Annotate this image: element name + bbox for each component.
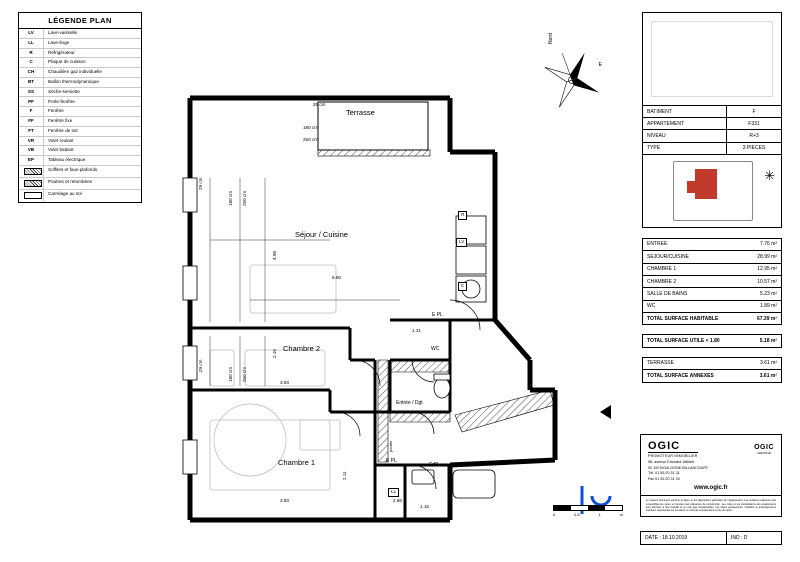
legend-row	[19, 166, 141, 178]
room-label-chambre1: Chambre 1	[278, 458, 316, 467]
dim-180cm-left2: 180 cm	[228, 366, 233, 382]
highlighted-unit-marker	[695, 169, 717, 199]
legend-row	[19, 107, 141, 117]
area-value: 3.61 m²	[759, 372, 777, 379]
info-key: NIVEAU	[647, 132, 666, 139]
legend-code: LL	[19, 39, 44, 48]
area-name: TERRASSE	[647, 360, 674, 367]
company-address	[641, 460, 781, 485]
area-value: 1.89 m²	[760, 303, 777, 310]
label-poutre: poutre	[388, 440, 393, 452]
legend-code: FF	[19, 117, 44, 126]
legend-code: LV	[19, 29, 44, 38]
area-value: 67.39 m²	[756, 315, 777, 322]
info-key: TYPE	[647, 145, 661, 152]
scale-unit: m	[619, 512, 623, 517]
code-r: R	[458, 211, 467, 220]
legend-label: Plaque de cuisson	[48, 59, 86, 65]
apartment-floor-plan	[150, 60, 610, 550]
legend-swatch-plain	[19, 190, 44, 201]
apartment-info-table	[642, 106, 782, 155]
code-lv: LV	[456, 238, 467, 247]
surface-area-table	[642, 238, 782, 326]
certification-badge-sub: CERTIFIÉ	[757, 450, 771, 455]
area-name: WC	[647, 303, 656, 310]
view-direction-arrow	[600, 405, 611, 419]
legend-row	[19, 88, 141, 98]
date-field	[641, 532, 726, 544]
legend-row	[19, 68, 141, 78]
room-label-sejour: Séjour / Cuisine	[295, 230, 348, 239]
dim-286: 2.86	[393, 498, 402, 503]
info-row	[643, 118, 781, 130]
area-value: 10.57 m²	[757, 278, 777, 285]
legend-code: F	[19, 107, 44, 116]
legend-row	[19, 39, 141, 49]
site-plan-thumbnail	[642, 155, 782, 228]
legend-code: SS	[19, 88, 44, 97]
entrance-marker-icon	[578, 484, 612, 523]
dim-393b: 3.93	[280, 498, 289, 503]
info-value: R+3	[726, 130, 781, 141]
legend-code: EP	[19, 156, 44, 165]
area-name: SEJOUR/CUISINE	[647, 253, 689, 260]
legend-code: C	[19, 58, 44, 67]
area-name: CHAMBRE 2	[647, 278, 677, 285]
legend-code: CH	[19, 68, 44, 77]
area-name: CHAMBRE 1	[647, 266, 677, 273]
area-row	[643, 251, 781, 263]
compass-east-label: E	[598, 62, 602, 68]
address-line: 92 100 BOULOGNE-BILLANCOURT	[648, 465, 709, 470]
legend-row	[19, 29, 141, 39]
room-label-entree: Entrée / Dgt	[396, 400, 423, 406]
dim-211: 2.11	[342, 471, 347, 480]
area-name: TOTAL SURFACE ANNEXES	[647, 372, 714, 379]
building-photo	[642, 12, 782, 106]
dim-250cm-left: 250 cm	[242, 190, 247, 206]
dim-29cm-left2: 29 cm	[198, 359, 203, 372]
area-value: 7.76 m²	[760, 241, 777, 248]
info-key: APPARTEMENT	[647, 120, 685, 127]
area-value: 3.61 m²	[760, 360, 777, 367]
legend-row	[19, 127, 141, 137]
ind-field	[726, 532, 781, 544]
area-row	[643, 358, 781, 370]
compass-north-label: Nord	[548, 33, 554, 44]
annex-area-table	[642, 357, 782, 383]
scale-tick: 0.5	[574, 512, 580, 517]
date-label: DATE :	[645, 535, 661, 541]
legend-label: Ballon thermodynamique	[48, 79, 99, 84]
ind-value: D	[743, 535, 748, 541]
area-value: 28.99 m²	[757, 253, 777, 260]
legend-swatch-cross	[19, 178, 44, 189]
room-label-wc: WC	[431, 346, 440, 352]
area-total-row	[643, 313, 781, 324]
code-c: C	[458, 282, 467, 291]
room-label-terrasse: Terrasse	[346, 108, 375, 117]
area-value: 12.95 m²	[757, 266, 777, 273]
legend-label: Lave-vaisselle	[48, 30, 78, 36]
area-row	[643, 335, 781, 346]
legend-label: Sèche-serviette	[48, 88, 80, 94]
dim-180cm-left: 180 cm	[228, 190, 233, 206]
address-line: Fax 01 55 20 31 30	[648, 476, 680, 481]
code-ll: LL	[388, 488, 399, 497]
legend-label: Carrelage au sol	[48, 191, 82, 197]
legend-label: Tableau électrique	[48, 157, 86, 163]
dim-115: 1.15	[420, 504, 429, 509]
legend-panel	[18, 12, 142, 203]
info-row	[643, 106, 781, 118]
legend-label: Volet roulant	[48, 137, 74, 143]
area-row	[643, 288, 781, 300]
legend-label: Porte-fenêtre	[48, 98, 75, 104]
certification-badge: OGIC	[754, 443, 774, 451]
legend-label: Poutres et retombées	[48, 179, 92, 185]
area-value: 5.18 m²	[759, 338, 777, 345]
legend-label: Volet battant	[48, 147, 74, 153]
company-website[interactable]: www.ogic.fr	[694, 485, 728, 492]
dim-393a: 3.93	[280, 380, 289, 385]
dim-29cm-left: 29 cm	[198, 177, 203, 190]
area-total-row	[643, 370, 781, 381]
area-row	[643, 264, 781, 276]
area-name: TOTAL SURFACE UTILE < 1.80	[647, 338, 720, 345]
legend-label: Fenêtre fixe	[48, 118, 73, 124]
company-tagline: PROMOTEUR IMMOBILIER	[648, 454, 698, 458]
legend-title: LÉGENDE PLAN	[19, 13, 141, 29]
dim-660: 6.60	[332, 275, 341, 280]
legend-row	[19, 146, 141, 156]
dim-215: 2.15	[272, 349, 277, 358]
legend-code: PF	[19, 97, 44, 106]
dim-180cm-top: 180 cm	[303, 125, 319, 130]
legend-label: Lave-linge	[48, 39, 70, 45]
info-key: BATIMENT	[647, 108, 672, 115]
area-row	[643, 276, 781, 288]
legend-row	[19, 97, 141, 107]
area-row	[643, 301, 781, 313]
north-star-icon: ✳	[764, 167, 775, 183]
dim-498: 4.98	[272, 251, 277, 260]
date-value: 18.10.2019	[662, 535, 688, 541]
area-row	[643, 239, 781, 251]
legend-code: VR	[19, 137, 44, 146]
info-row	[643, 130, 781, 142]
address-line: Tél. 01 55 20 31 31	[648, 471, 680, 476]
legend-label: Réfrigérateur	[48, 49, 75, 55]
ind-label: IND :	[731, 535, 743, 541]
legend-label: Chaudière gaz individuelle	[48, 69, 102, 75]
scale-tick: 1	[598, 512, 601, 517]
legend-code: BT	[19, 78, 44, 87]
area-name: SALLE DE BAINS	[647, 290, 688, 297]
scale-bar	[553, 505, 623, 517]
utile-area-table	[642, 334, 782, 347]
info-value: 3 PIECES	[726, 143, 781, 154]
area-value: 5.23 m²	[760, 290, 777, 297]
scale-tick: 0	[553, 512, 556, 517]
dim-131: 1.31	[412, 328, 421, 333]
dim-250cm-left2: 250 cm	[242, 366, 247, 382]
date-revision-block	[640, 531, 782, 545]
legend-row	[19, 190, 141, 201]
info-value: F	[726, 106, 781, 117]
legend-row	[19, 117, 141, 127]
room-label-sdb: SdB	[429, 462, 439, 468]
legend-code: FT	[19, 127, 44, 136]
room-label-chambre2: Chambre 2	[283, 344, 321, 353]
area-name: ENTREE	[647, 241, 668, 248]
legend-row	[19, 137, 141, 147]
company-footer-block	[640, 434, 782, 517]
label-epl-2: E PL	[386, 458, 397, 464]
legend-row	[19, 156, 141, 166]
info-value: F331	[726, 118, 781, 129]
legend-code: VB	[19, 146, 44, 155]
legend-label: Fenêtre de toit	[48, 127, 78, 133]
legend-label: Fenêtre	[48, 108, 64, 114]
legend-swatch-hatch	[19, 166, 44, 177]
company-logo: OGIC	[648, 440, 681, 452]
legend-row	[19, 178, 141, 190]
legend-label: Soffites et faux-plafonds	[48, 167, 98, 173]
label-epl-1: E PL	[432, 312, 443, 318]
info-panel	[642, 12, 782, 383]
legal-disclaimer: Le présent document exprime la figure et les dispositions générales de l'appartement. Les surfaces indiquées sont susceptibles de varier en fonction des tolérances de construction. Les cotes et les implantations des équipements sont données à titre indicatif et ne sont pas contractuelles. Les divers équipements, mobiliers et aménagements intérieurs représentés sur les plans ne sont pas compris dans le prix de vente.	[641, 495, 781, 516]
legend-code: R	[19, 49, 44, 58]
legend-row	[19, 78, 141, 88]
legend-row	[19, 58, 141, 68]
dim-29cm-top: 29 cm	[313, 102, 326, 107]
area-name: TOTAL SURFACE HABITABLE	[647, 315, 719, 322]
info-row	[643, 143, 781, 154]
address-line: 58, avenue Edouard Vaillant	[648, 460, 695, 464]
legend-row	[19, 49, 141, 59]
dim-250cm-top: 250 cm	[303, 137, 319, 142]
